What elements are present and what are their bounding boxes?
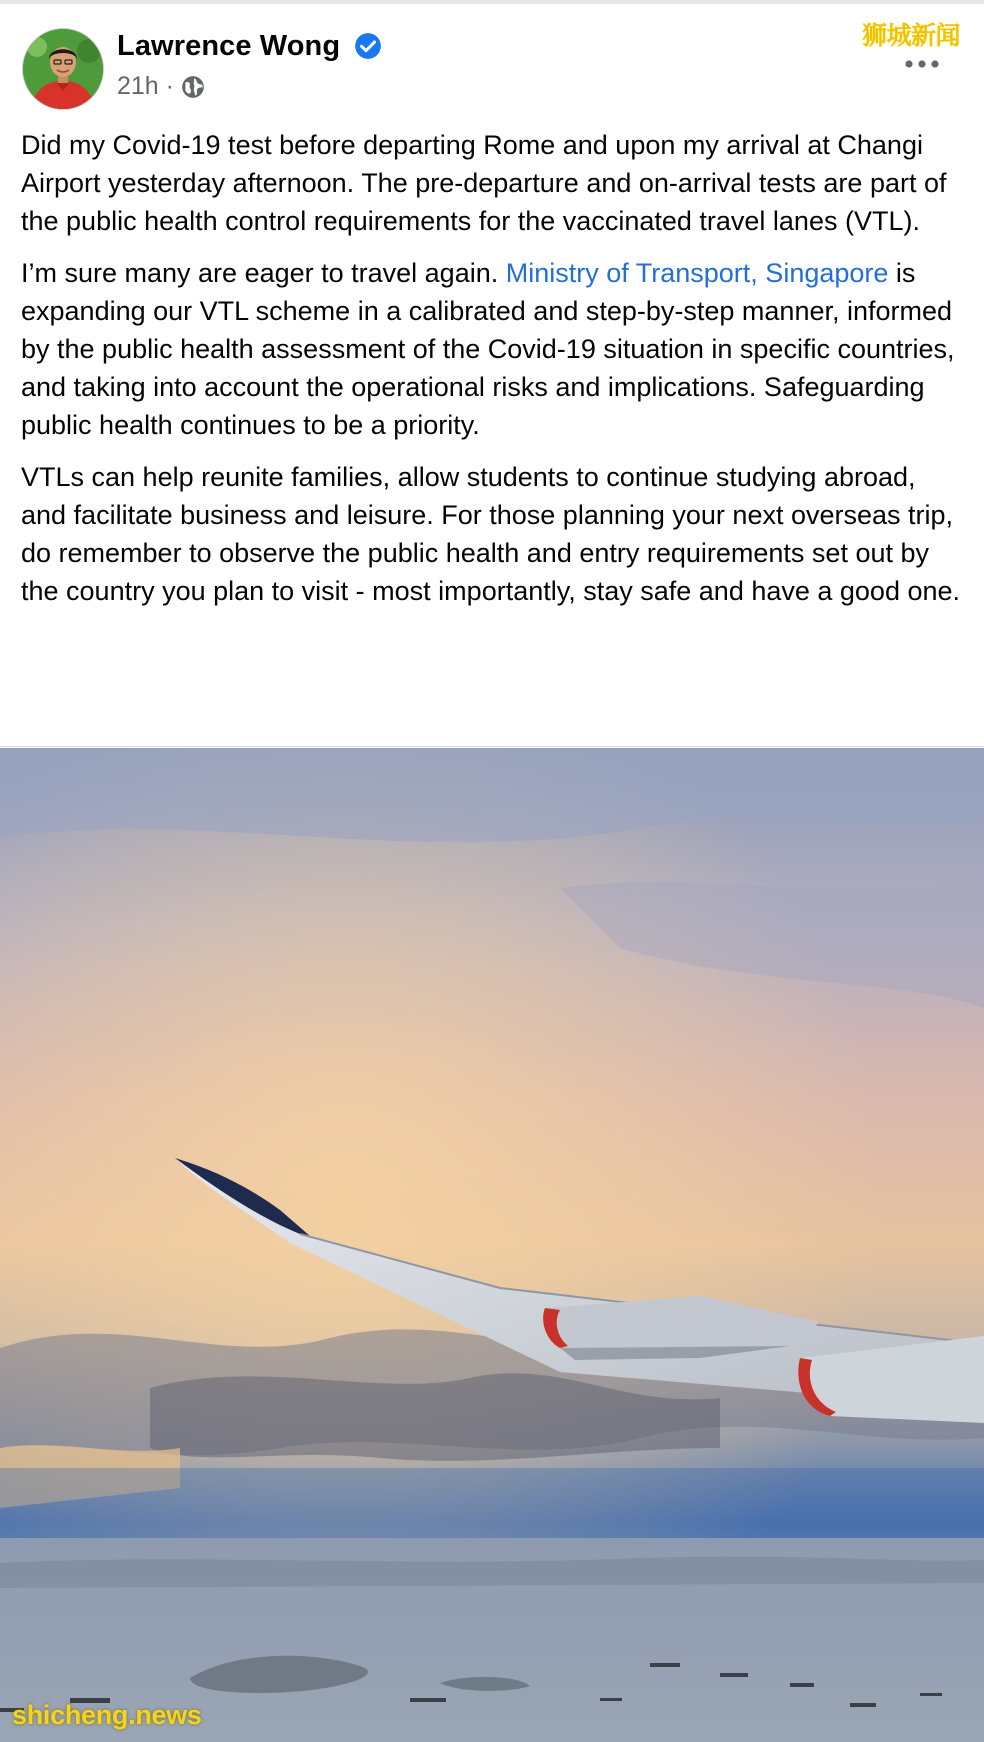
airplane-wing-sky-photo — [0, 748, 984, 1742]
post-meta — [117, 72, 174, 101]
meta-separator: · — [165, 72, 174, 100]
post-paragraph-3: VTLs can help reunite families, allow students to continue studying abroad, and facilitate business and leisure. For those planning your next overseas trip, do remember to observe the public health and entry requirements set out by the country you plan to visit - most importantly, stay safe and have a good one. — [21, 462, 961, 606]
avatar-photo — [23, 29, 103, 109]
author-name[interactable]: Lawrence Wong — [117, 30, 341, 62]
post-paragraph-1: Did my Covid-19 test before departing Rome and upon my arrival at Changi Airport yesterday afternoon. The pre-departure and on-arrival tests are part of the public health control requirements for the vaccinated travel lanes (VTL). — [21, 130, 947, 236]
paragraph-2-text-start: I’m sure many are eager to travel again. — [21, 258, 506, 288]
more-options-icon[interactable] — [902, 54, 942, 74]
top-separator — [0, 0, 984, 4]
photo-divider — [0, 746, 984, 747]
post-body — [21, 126, 966, 624]
watermark-bottom: shicheng.news — [12, 1700, 202, 1730]
post-photo[interactable] — [0, 748, 984, 1742]
paragraph-2-text-end: is expanding our VTL scheme in a calibrated and step-by-step manner, informed by the public health assessment of the Covid-19 situation in specific countries, and taking into account the operational risks and implications. Safeguarding public health continues to be a priority. — [21, 258, 955, 440]
post-paragraph-2 — [21, 254, 966, 444]
globe-icon[interactable] — [180, 74, 206, 100]
watermark-top: 狮城新闻 — [862, 21, 961, 50]
verified-badge-icon — [354, 32, 382, 60]
author-avatar[interactable] — [22, 28, 104, 110]
ministry-of-transport-link[interactable]: Ministry of Transport, Singapore — [505, 258, 889, 288]
post-timestamp[interactable]: 21h — [117, 72, 159, 100]
